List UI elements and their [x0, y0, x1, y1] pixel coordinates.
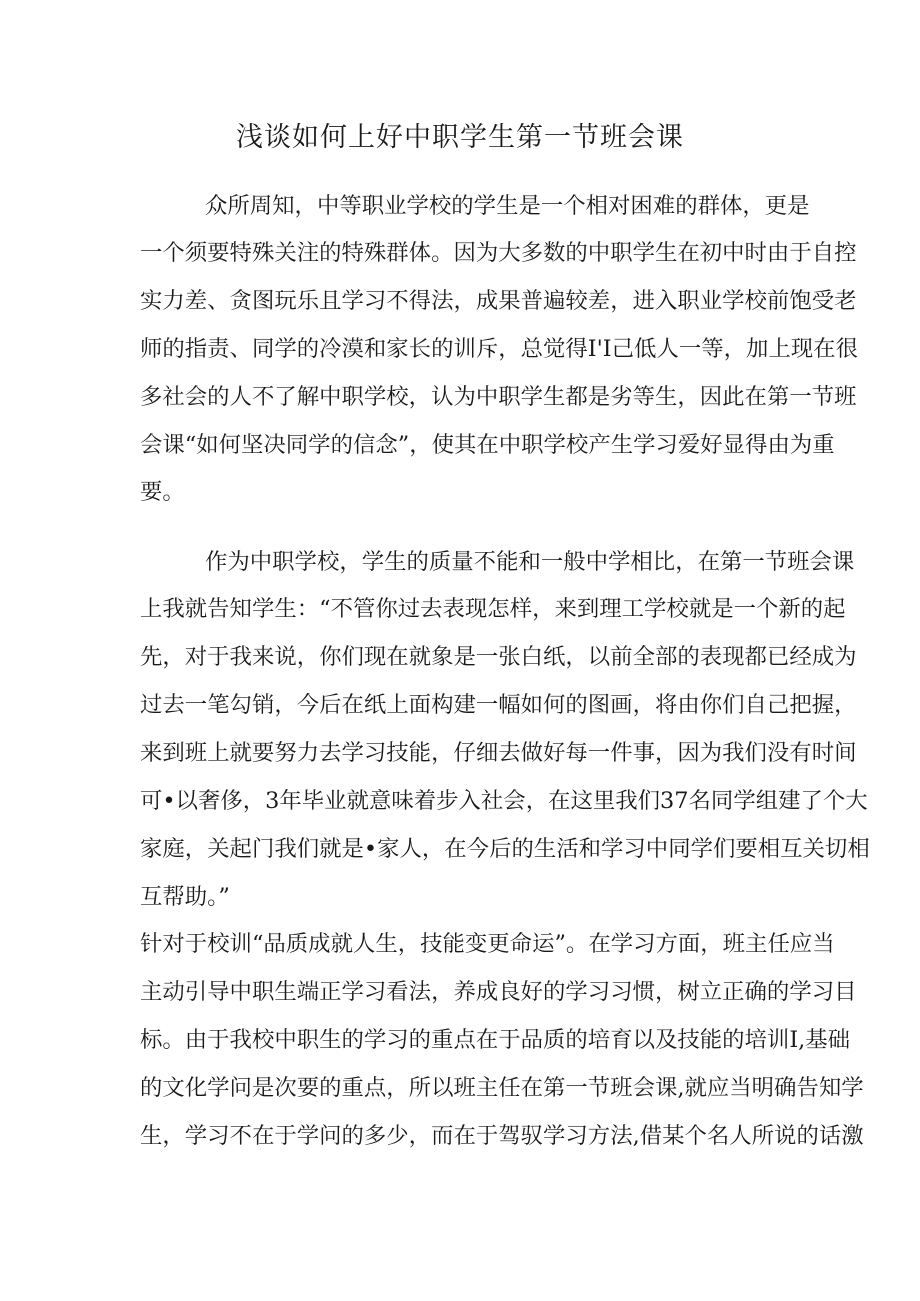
- paragraph-3-line-2: 主动引导中职生端正学习看法，养成良好的学习习惯，树立正确的学习目: [140, 979, 857, 1005]
- paragraph-2-line-5: 来到班上就要努力去学习技能，仔细去做好每一件事，因为我们没有时间: [140, 740, 857, 766]
- paragraph-3-line-4: 的文化学问是次要的重点，所以班主任在第一节班会课,就应当明确告知学: [140, 1075, 864, 1101]
- paragraph-3-line-1: 针对于校训“品质成就人生，技能变更命运”。在学习方面，班主任应当: [140, 931, 835, 957]
- paragraph-1-line-5: 多社会的人不了解中职学校，认为中职学生都是劣等生，因此在第一节班: [140, 384, 857, 410]
- paragraph-2-line-2: 上我就告知学生：“不管你过去表现怎样，来到理工学校就是一个新的起: [140, 596, 846, 622]
- paragraph-3-line-3: 标。由于我校中职生的学习的重点在于品质的培育以及技能的培训I,基础: [140, 1027, 851, 1053]
- paragraph-1-line-3: 实力差、贪图玩乐且学习不得法，成果普遍较差，进入职业学校前饱受老: [140, 288, 857, 314]
- paragraph-2-line-8: 互帮助。”: [140, 884, 230, 910]
- document-title: 浅谈如何上好中职学生第一节班会课: [236, 122, 684, 153]
- paragraph-1-line-2: 一个须要特殊关注的特殊群体。因为大多数的中职学生在初中时由于自控: [140, 240, 857, 266]
- paragraph-1-line-4: 师的指责、同学的冷漠和家长的训斥，总觉得I'I己低人一等，加上现在很: [140, 336, 858, 362]
- paragraph-1-line-6: 会课“如何坚决同学的信念”，使其在中职学校产生学习爱好显得由为重: [140, 432, 835, 458]
- paragraph-2-line-7: 家庭，关起门我们就是•家人，在今后的生活和学习中同学们要相互关切相: [140, 836, 870, 862]
- paragraph-2-line-4: 过去一笔勾销，今后在纸上面构建一幅如何的图画，将由你们自己把握，: [140, 692, 857, 718]
- paragraph-1-line-1: 众所周知，中等职业学校的学生是一个相对困难的群体，更是: [205, 193, 810, 219]
- paragraph-2-line-6: 可•以奢侈，3年毕业就意味着步入社会，在这里我们37名同学组建了个大: [140, 788, 868, 814]
- paragraph-2-line-1: 作为中职学校，学生的质量不能和一般中学相比，在第一节班会课: [205, 549, 855, 575]
- paragraph-1-line-7: 要。: [140, 479, 185, 505]
- paragraph-2-line-3: 先，对于我来说，你们现在就象是一张白纸，以前全部的表现都已经成为: [140, 644, 857, 670]
- paragraph-3-line-5: 生，学习不在于学问的多少，而在于驾驭学习方法,借某个名人所说的话激: [140, 1123, 864, 1149]
